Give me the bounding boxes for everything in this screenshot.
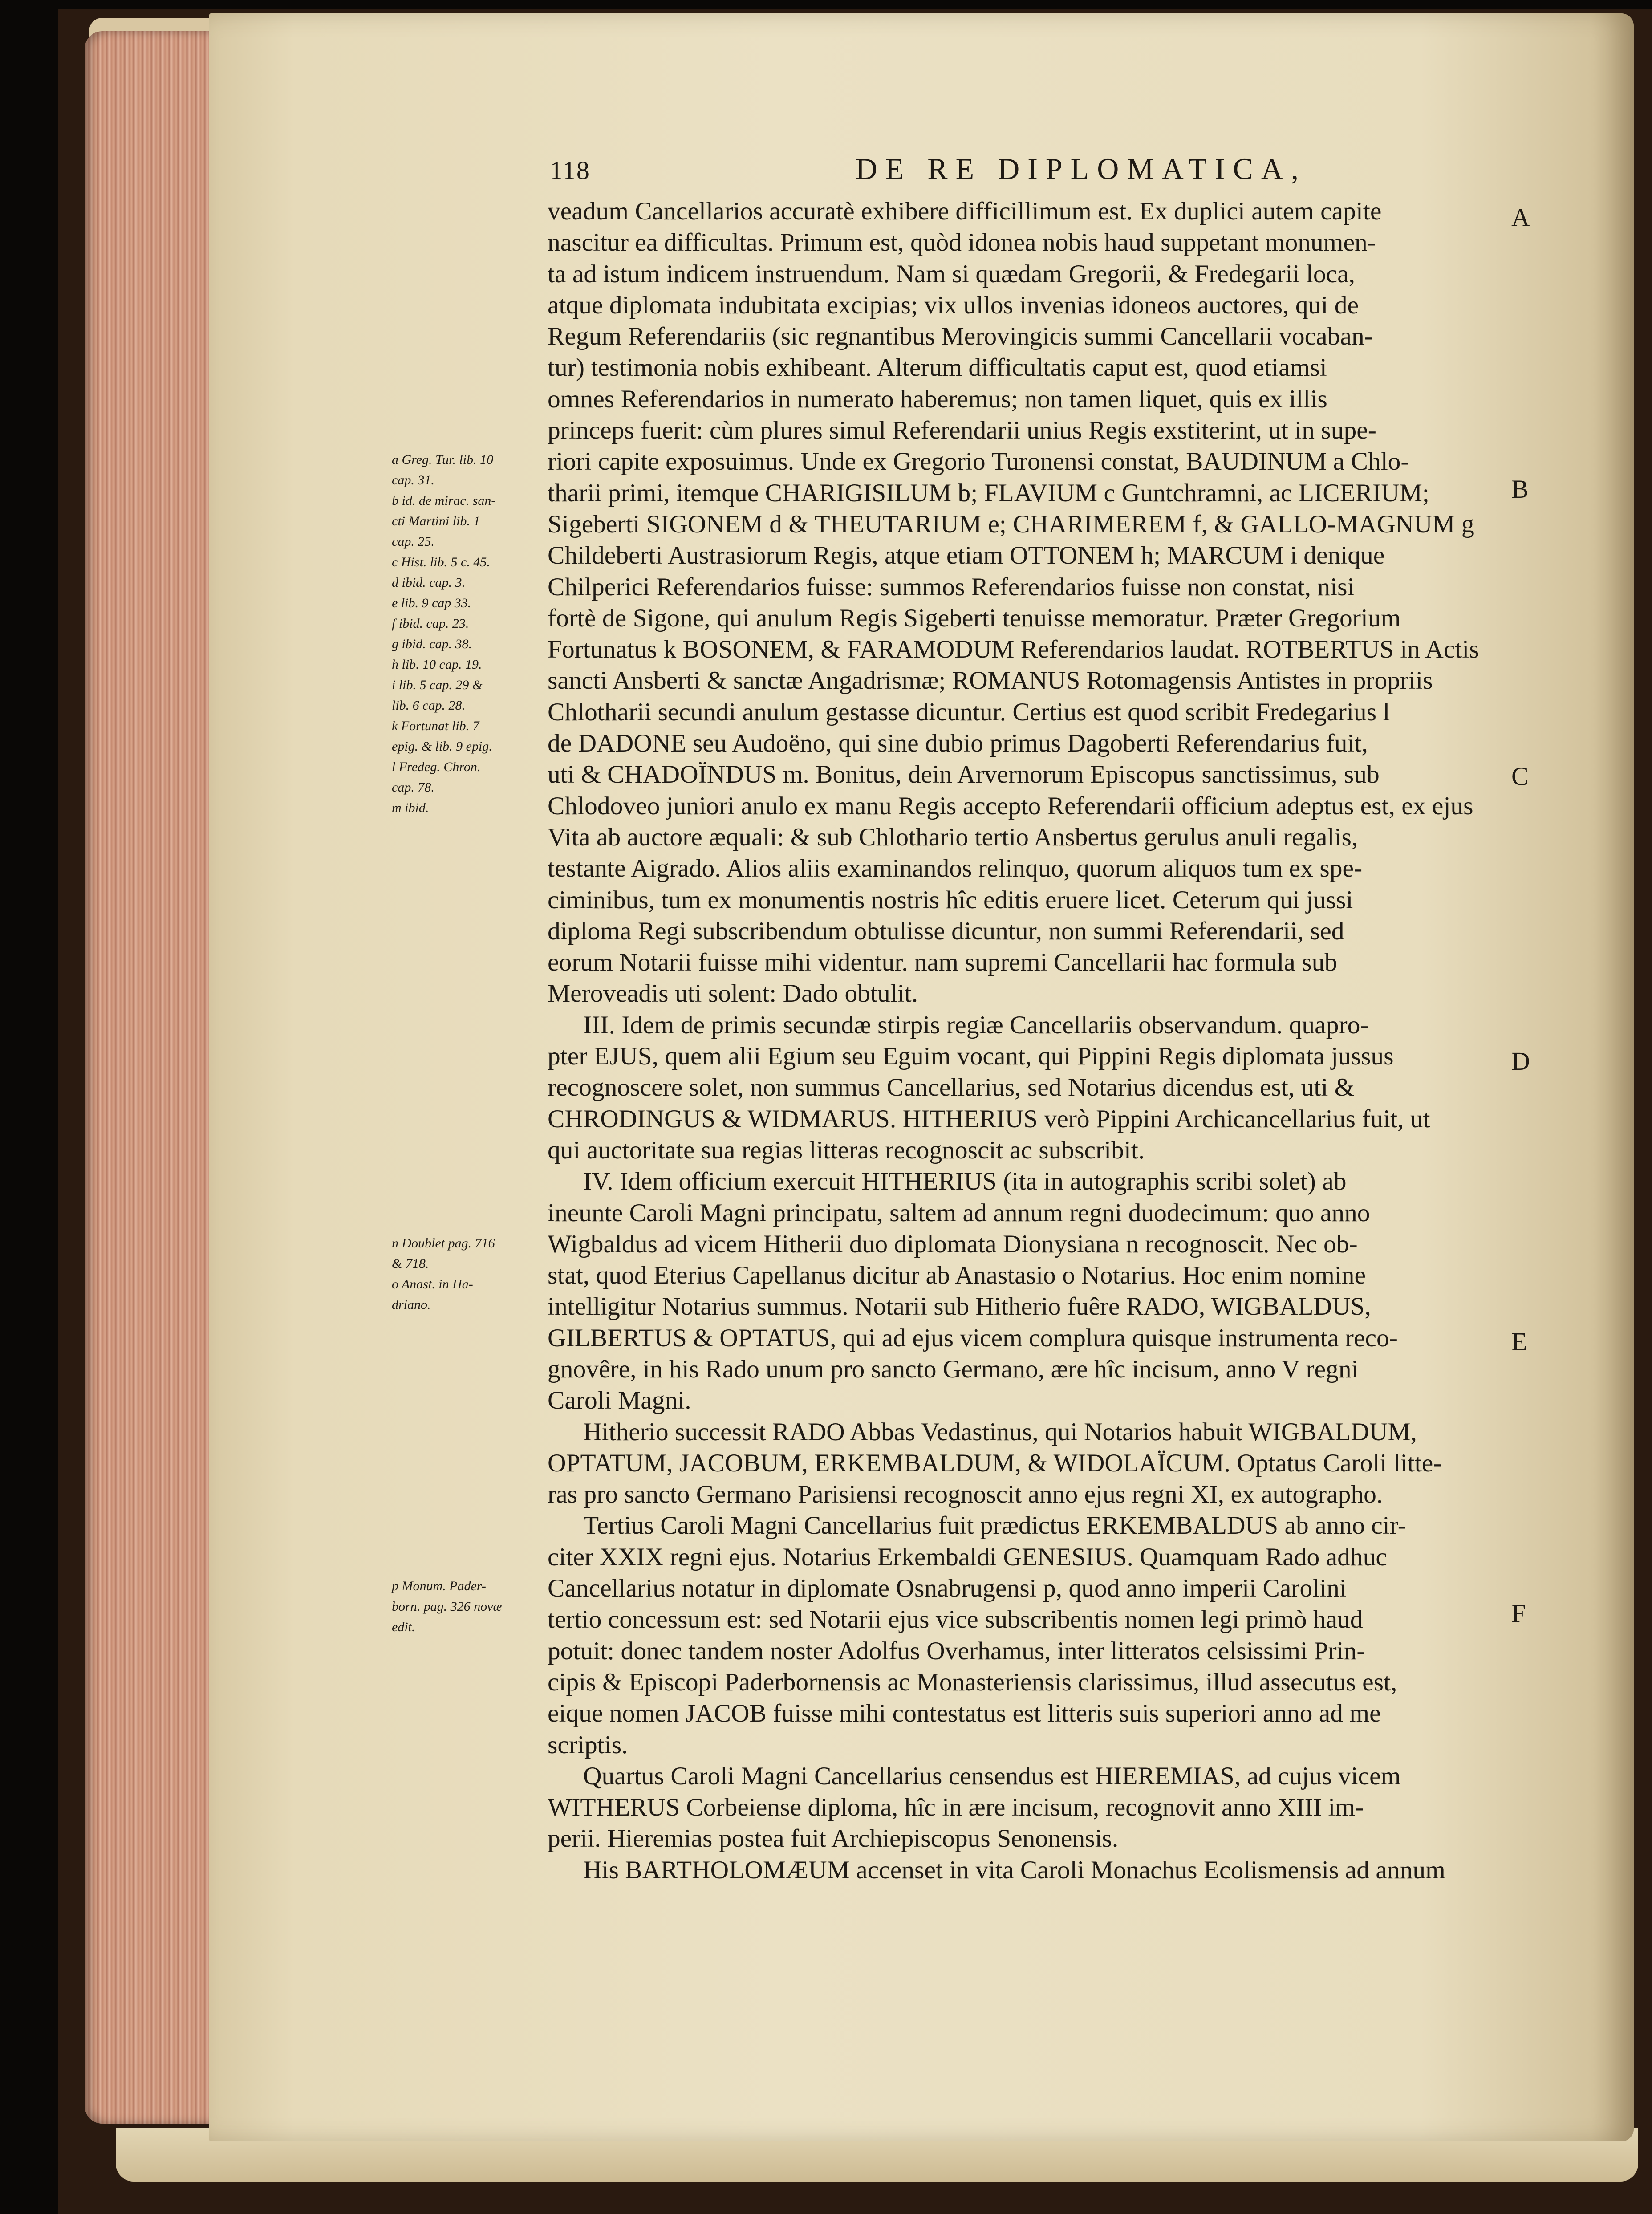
text-line: OPTATUM, JACOBUM, ERKEMBALDUM, & WIDOLAÏCUM. Optatus Caroli litte- bbox=[548, 1449, 1442, 1477]
marginal-note: e lib. 9 cap 33. bbox=[392, 596, 471, 610]
text-line: sancti Ansberti & sanctæ Angadrismæ; ROMANUS Rotomagensis Antistes in propriis bbox=[548, 666, 1433, 695]
text-line: perii. Hieremias postea fuit Archiepiscopus Senonensis. bbox=[548, 1824, 1119, 1853]
text-line: Hitherio successit RADO Abbas Vedastinus, qui Notarios habuit WIGBALDUM, bbox=[583, 1418, 1417, 1446]
text-line: atque diplomata indubitata excipias; vix ullos invenias idoneos auctores, qui de bbox=[548, 291, 1359, 319]
text-line: Fortunatus k BOSONEM, & FARAMODUM Referendarios laudat. ROTBERTUS in Actis bbox=[548, 635, 1479, 664]
text-line: gnovêre, in his Rado unum pro sancto Germano, ære hîc incisum, anno V regni bbox=[548, 1355, 1359, 1383]
page-edges bbox=[85, 31, 214, 2124]
marginal-note: cap. 78. bbox=[392, 780, 434, 795]
text-line: WITHERUS Corbeiense diploma, hîc in ære incisum, recognovit anno XIII im- bbox=[548, 1793, 1364, 1822]
text-line: Quartus Caroli Magni Cancellarius censendus est HIEREMIAS, ad cujus vicem bbox=[583, 1762, 1401, 1790]
marginal-note: g ibid. cap. 38. bbox=[392, 637, 472, 651]
text-line: Meroveadis uti solent: Dado obtulit. bbox=[548, 979, 918, 1008]
marginal-note: cap. 31. bbox=[392, 473, 434, 487]
text-line: recognoscere solet, non summus Cancellarius, sed Notarius dicendus est, uti & bbox=[548, 1073, 1355, 1102]
text-line: Chlotharii secundi anulum gestasse dicuntur. Certius est quod scribit Fredegarius l bbox=[548, 698, 1390, 726]
page-number: 118 bbox=[550, 156, 590, 185]
text-line: Tertius Caroli Magni Cancellarius fuit prædictus ERKEMBALDUS ab anno cir- bbox=[583, 1511, 1406, 1540]
marginal-note: cti Martini lib. 1 bbox=[392, 514, 480, 528]
marginal-note: o Anast. in Ha- bbox=[392, 1277, 473, 1292]
text-line: stat, quod Eterius Capellanus dicitur ab Anastasio o Notarius. Hoc enim nomine bbox=[548, 1261, 1366, 1290]
section-letter-a: A bbox=[1511, 203, 1530, 232]
text-line: tharii primi, itemque CHARIGISILUM b; FLAVIUM c Guntchramni, ac LICERIUM; bbox=[548, 479, 1429, 507]
marginal-note: cap. 25. bbox=[392, 534, 434, 549]
text-line: Sigeberti SIGONEM d & THEUTARIUM e; CHARIMEREM f, & GALLO-MAGNUM g bbox=[548, 510, 1474, 538]
marginal-note: a Greg. Tur. lib. 10 bbox=[392, 452, 494, 467]
section-letter-b: B bbox=[1511, 475, 1529, 504]
text-line: ciminibus, tum ex monumentis nostris hîc editis eruere licet. Ceterum qui jussi bbox=[548, 886, 1353, 914]
text-line: veadum Cancellarios accuratè exhibere difficillimum est. Ex duplici autem capite bbox=[548, 197, 1382, 225]
marginal-note: k Fortunat lib. 7 bbox=[392, 719, 479, 733]
text-line: ineunte Caroli Magni principatu, saltem ad annum regni duodecimum: quo anno bbox=[548, 1198, 1370, 1227]
marginal-note: d ibid. cap. 3. bbox=[392, 575, 465, 590]
text-line: citer XXIX regni ejus. Notarius Erkembaldi GENESIUS. Quamquam Rado adhuc bbox=[548, 1543, 1387, 1571]
marginal-note: b id. de mirac. san- bbox=[392, 493, 496, 508]
marginal-note: m ibid. bbox=[392, 800, 429, 815]
marginal-note: edit. bbox=[392, 1620, 415, 1634]
running-head bbox=[550, 151, 1502, 191]
text-line: fortè de Sigone, qui anulum Regis Sigeberti tenuisse memoratur. Præter Gregorium bbox=[548, 604, 1401, 632]
marginal-note: h lib. 10 cap. 19. bbox=[392, 657, 482, 672]
text-line: CHRODINGUS & WIDMARUS. HITHERIUS verò Pippini Archicancellarius fuit, ut bbox=[548, 1105, 1430, 1133]
text-line: His BARTHOLOMÆUM accenset in vita Caroli Monachus Ecolismensis ad annum bbox=[583, 1856, 1445, 1884]
marginal-note: & 718. bbox=[392, 1256, 429, 1271]
text-line: tertio concessum est: sed Notarii ejus vice subscribentis nomen legi primò haud bbox=[548, 1605, 1363, 1634]
text-line: riori capite exposuimus. Unde ex Gregorio Turonensi constat, BAUDINUM a Chlo- bbox=[548, 447, 1409, 476]
running-title: DE RE DIPLOMATICA, bbox=[855, 152, 1307, 186]
text-line: omnes Referendarios in numerato haberemus; non tamen liquet, quis ex illis bbox=[548, 385, 1327, 413]
text-line: Caroli Magni. bbox=[548, 1386, 691, 1415]
marginal-note: lib. 6 cap. 28. bbox=[392, 698, 465, 713]
text-line: Chilperici Referendarios fuisse: summos Referendarios fuisse non constat, nisi bbox=[548, 573, 1355, 601]
text-line: Cancellarius notatur in diplomate Osnabrugensi p, quod anno imperii Carolini bbox=[548, 1574, 1347, 1603]
marginal-note: driano. bbox=[392, 1297, 431, 1312]
text-line: Chlodoveo juniori anulo ex manu Regis accepto Referendarii officium adeptus est, ex ejus bbox=[548, 792, 1473, 820]
text-line: ta ad istum indicem instruendum. Nam si quædam Gregorii, & Fredegarii loca, bbox=[548, 260, 1356, 288]
text-line: intelligitur Notarius summus. Notarii sub Hitherio fuêre RADO, WIGBALDUS, bbox=[548, 1292, 1371, 1321]
marginal-notes-group-2 bbox=[392, 1233, 539, 1315]
text-line: pter EJUS, quem alii Egium seu Eguim vocant, qui Pippini Regis diplomata jussus bbox=[548, 1042, 1394, 1071]
marginal-note: born. pag. 326 novæ bbox=[392, 1599, 502, 1614]
text-line: ras pro sancto Germano Parisiensi recognoscit anno ejus regni XI, ex autographo. bbox=[548, 1480, 1383, 1509]
text-line: Regum Referendariis (sic regnantibus Merovingicis summi Cancellarii vocaban- bbox=[548, 322, 1373, 351]
text-line: Vita ab auctore æquali: & sub Chlothario tertio Ansbertus gerulus anuli regalis, bbox=[548, 823, 1358, 851]
text-line: uti & CHADOÏNDUS m. Bonitus, dein Arvernorum Episcopus sanctissimus, sub bbox=[548, 760, 1380, 789]
text-line: Childeberti Austrasiorum Regis, atque etiam OTTONEM h; MARCUM i denique bbox=[548, 541, 1385, 570]
text-line: de DADONE seu Audoëno, qui sine dubio primus Dagoberti Referendarius fuit, bbox=[548, 729, 1368, 758]
section-letter-e: E bbox=[1511, 1327, 1527, 1356]
marginal-note: p Monum. Pader- bbox=[392, 1579, 486, 1593]
text-line: Wigbaldus ad vicem Hitherii duo diplomata Dionysiana n recognoscit. Nec ob- bbox=[548, 1230, 1358, 1258]
text-line: scriptis. bbox=[548, 1731, 628, 1759]
marginal-note: f ibid. cap. 23. bbox=[392, 616, 469, 631]
text-line: princeps fuerit: cùm plures simul Referendarii unius Regis exstiterint, ut in supe- bbox=[548, 416, 1376, 445]
marginal-notes-group-3 bbox=[392, 1576, 539, 1637]
text-line: qui auctoritate sua regias litteras recognoscit ac subscribit. bbox=[548, 1136, 1145, 1164]
marginal-note: n Doublet pag. 716 bbox=[392, 1236, 495, 1251]
text-line: eique nomen JACOB fuisse mihi contestatus est litteris suis superiori anno ad me bbox=[548, 1699, 1381, 1728]
text-line: testante Aigrado. Alios aliis examinandos relinquo, quorum aliquos tum ex spe- bbox=[548, 854, 1363, 883]
text-line: eorum Notarii fuisse mihi videntur. nam supremi Cancellarii hac formula sub bbox=[548, 948, 1338, 977]
marginal-note: i lib. 5 cap. 29 & bbox=[392, 678, 483, 692]
marginal-note: c Hist. lib. 5 c. 45. bbox=[392, 555, 490, 569]
text-line: potuit: donec tandem noster Adolfus Overhamus, inter litteratos celsissimi Prin- bbox=[548, 1637, 1365, 1665]
text-line: nascitur ea difficultas. Primum est, quòd idonea nobis haud suppetant monumen- bbox=[548, 228, 1376, 257]
text-line: cipis & Episcopi Paderbornensis ac Monasteriensis clarissimus, illud assecutus est, bbox=[548, 1668, 1397, 1696]
text-line: GILBERTUS & OPTATUS, qui ad ejus vicem complura quisque instrumenta reco- bbox=[548, 1324, 1398, 1352]
marginal-note: l Fredeg. Chron. bbox=[392, 760, 481, 774]
text-line: III. Idem de primis secundæ stirpis regiæ Cancellariis observandum. quapro- bbox=[583, 1011, 1369, 1039]
text-line: tur) testimonia nobis exhibeant. Alterum difficultatis caput est, quod etiamsi bbox=[548, 353, 1327, 382]
section-letter-f: F bbox=[1511, 1599, 1526, 1628]
text-line: diploma Regi subscribendum obtulisse dicuntur, non summi Referendarii, sed bbox=[548, 917, 1344, 945]
marginal-notes-group-1 bbox=[392, 450, 539, 818]
section-letter-c: C bbox=[1511, 762, 1529, 791]
text-line: IV. Idem officium exercuit HITHERIUS (ita in autographis scribi solet) ab bbox=[583, 1167, 1347, 1196]
section-letter-d: D bbox=[1511, 1047, 1530, 1076]
main-text bbox=[548, 196, 1498, 1886]
marginal-note: epig. & lib. 9 epig. bbox=[392, 739, 492, 754]
